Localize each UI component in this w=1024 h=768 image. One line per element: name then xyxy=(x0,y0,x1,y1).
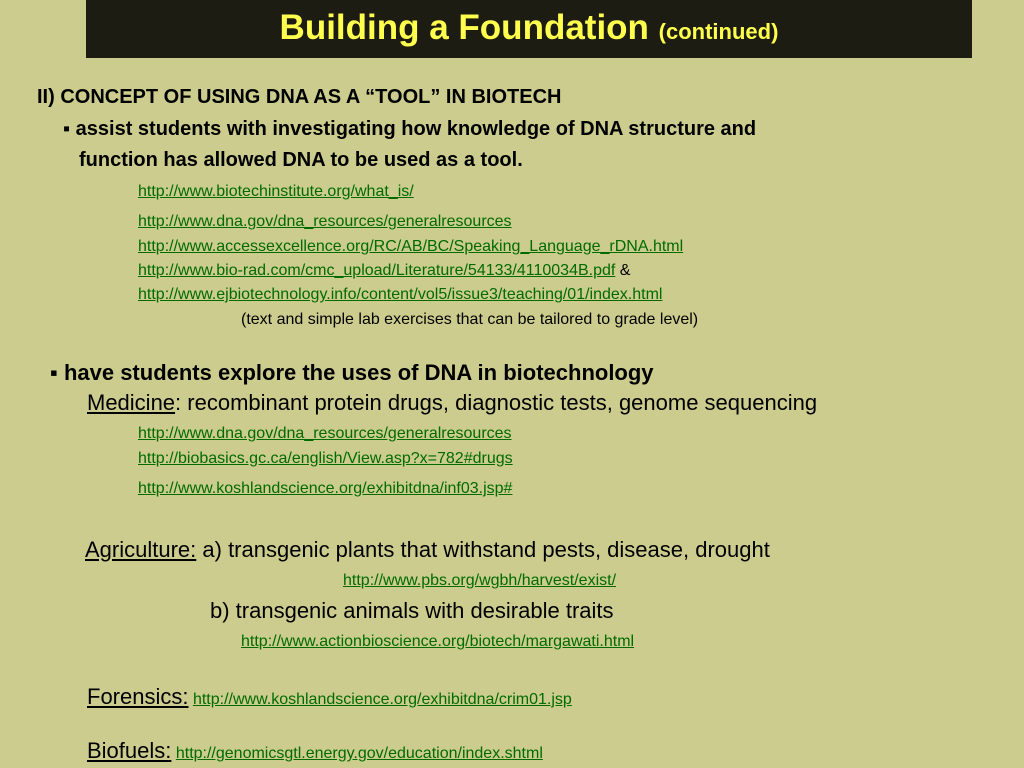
link-pbs-harvest[interactable]: http://www.pbs.org/wgbh/harvest/exist/ xyxy=(343,572,617,589)
section-heading: II) CONCEPT OF USING DNA AS A “TOOL” IN BIOTECH xyxy=(37,86,562,108)
bullet-1-line-2: function has allowed DNA to be used as a tool. xyxy=(79,149,523,171)
links-note: (text and simple lab exercises that can be tailored to grade level) xyxy=(241,311,699,328)
title-bar xyxy=(86,0,972,58)
agriculture-line xyxy=(85,537,770,563)
agriculture-label: Agriculture: xyxy=(85,537,197,562)
bullet-1-line-1 xyxy=(63,118,756,141)
link-biobasics[interactable]: http://biobasics.gc.ca/english/View.asp?x=782#drugs xyxy=(138,450,513,467)
agriculture-text-b: b) transgenic animals with desirable traits xyxy=(210,598,614,623)
biofuels-line xyxy=(87,738,543,764)
forensics-line xyxy=(87,684,572,710)
link-genomicsgtl[interactable]: http://genomicsgtl.energy.gov/education/index.shtml xyxy=(175,745,543,762)
medicine-line xyxy=(87,390,817,416)
link-biotechinstitute[interactable]: http://www.biotechinstitute.org/what_is/ xyxy=(138,183,414,200)
bullet-2 xyxy=(50,360,654,386)
bullet-1-text-1: assist students with investigating how knowledge of DNA structure and xyxy=(75,118,757,140)
title-main-text: Building a Foundation xyxy=(279,8,649,47)
medicine-label: Medicine xyxy=(87,390,176,415)
link-accessexcellence[interactable]: http://www.accessexcellence.org/RC/AB/BC/Speaking_Language_rDNA.html xyxy=(138,238,684,255)
link-koshland-crim01[interactable]: http://www.koshlandscience.org/exhibitdna/crim01.jsp xyxy=(192,691,572,708)
agriculture-text-a: a) transgenic plants that withstand pests, disease, drought xyxy=(196,537,770,562)
link-biorad-row xyxy=(138,262,630,280)
link-actionbioscience[interactable]: http://www.actionbioscience.org/biotech/margawati.html xyxy=(241,633,635,650)
link-ejbiotechnology[interactable]: http://www.ejbiotechnology.info/content/vol5/issue3/teaching/01/index.html xyxy=(138,286,663,303)
biofuels-label: Biofuels: xyxy=(87,738,172,763)
slide-title xyxy=(280,8,779,47)
ampersand-text: & xyxy=(619,262,631,279)
link-medicine-dna-gov[interactable]: http://www.dna.gov/dna_resources/generalresources xyxy=(138,425,512,442)
forensics-label: Forensics: xyxy=(87,684,189,709)
link-dna-gov[interactable]: http://www.dna.gov/dna_resources/generalresources xyxy=(138,213,512,230)
bullet-2-text: have students explore the uses of DNA in biotechnology xyxy=(63,360,654,385)
title-subtitle: (continued) xyxy=(658,19,779,44)
link-koshland-inf03[interactable]: http://www.koshlandscience.org/exhibitdna/inf03.jsp# xyxy=(138,480,513,497)
link-biorad[interactable]: http://www.bio-rad.com/cmc_upload/Literature/54133/4110034B.pdf xyxy=(138,262,616,279)
medicine-text: : recombinant protein drugs, diagnostic tests, genome sequencing xyxy=(175,390,818,415)
bullet-marker: ▪ xyxy=(50,360,58,385)
bullet-marker: ▪ xyxy=(63,118,71,140)
